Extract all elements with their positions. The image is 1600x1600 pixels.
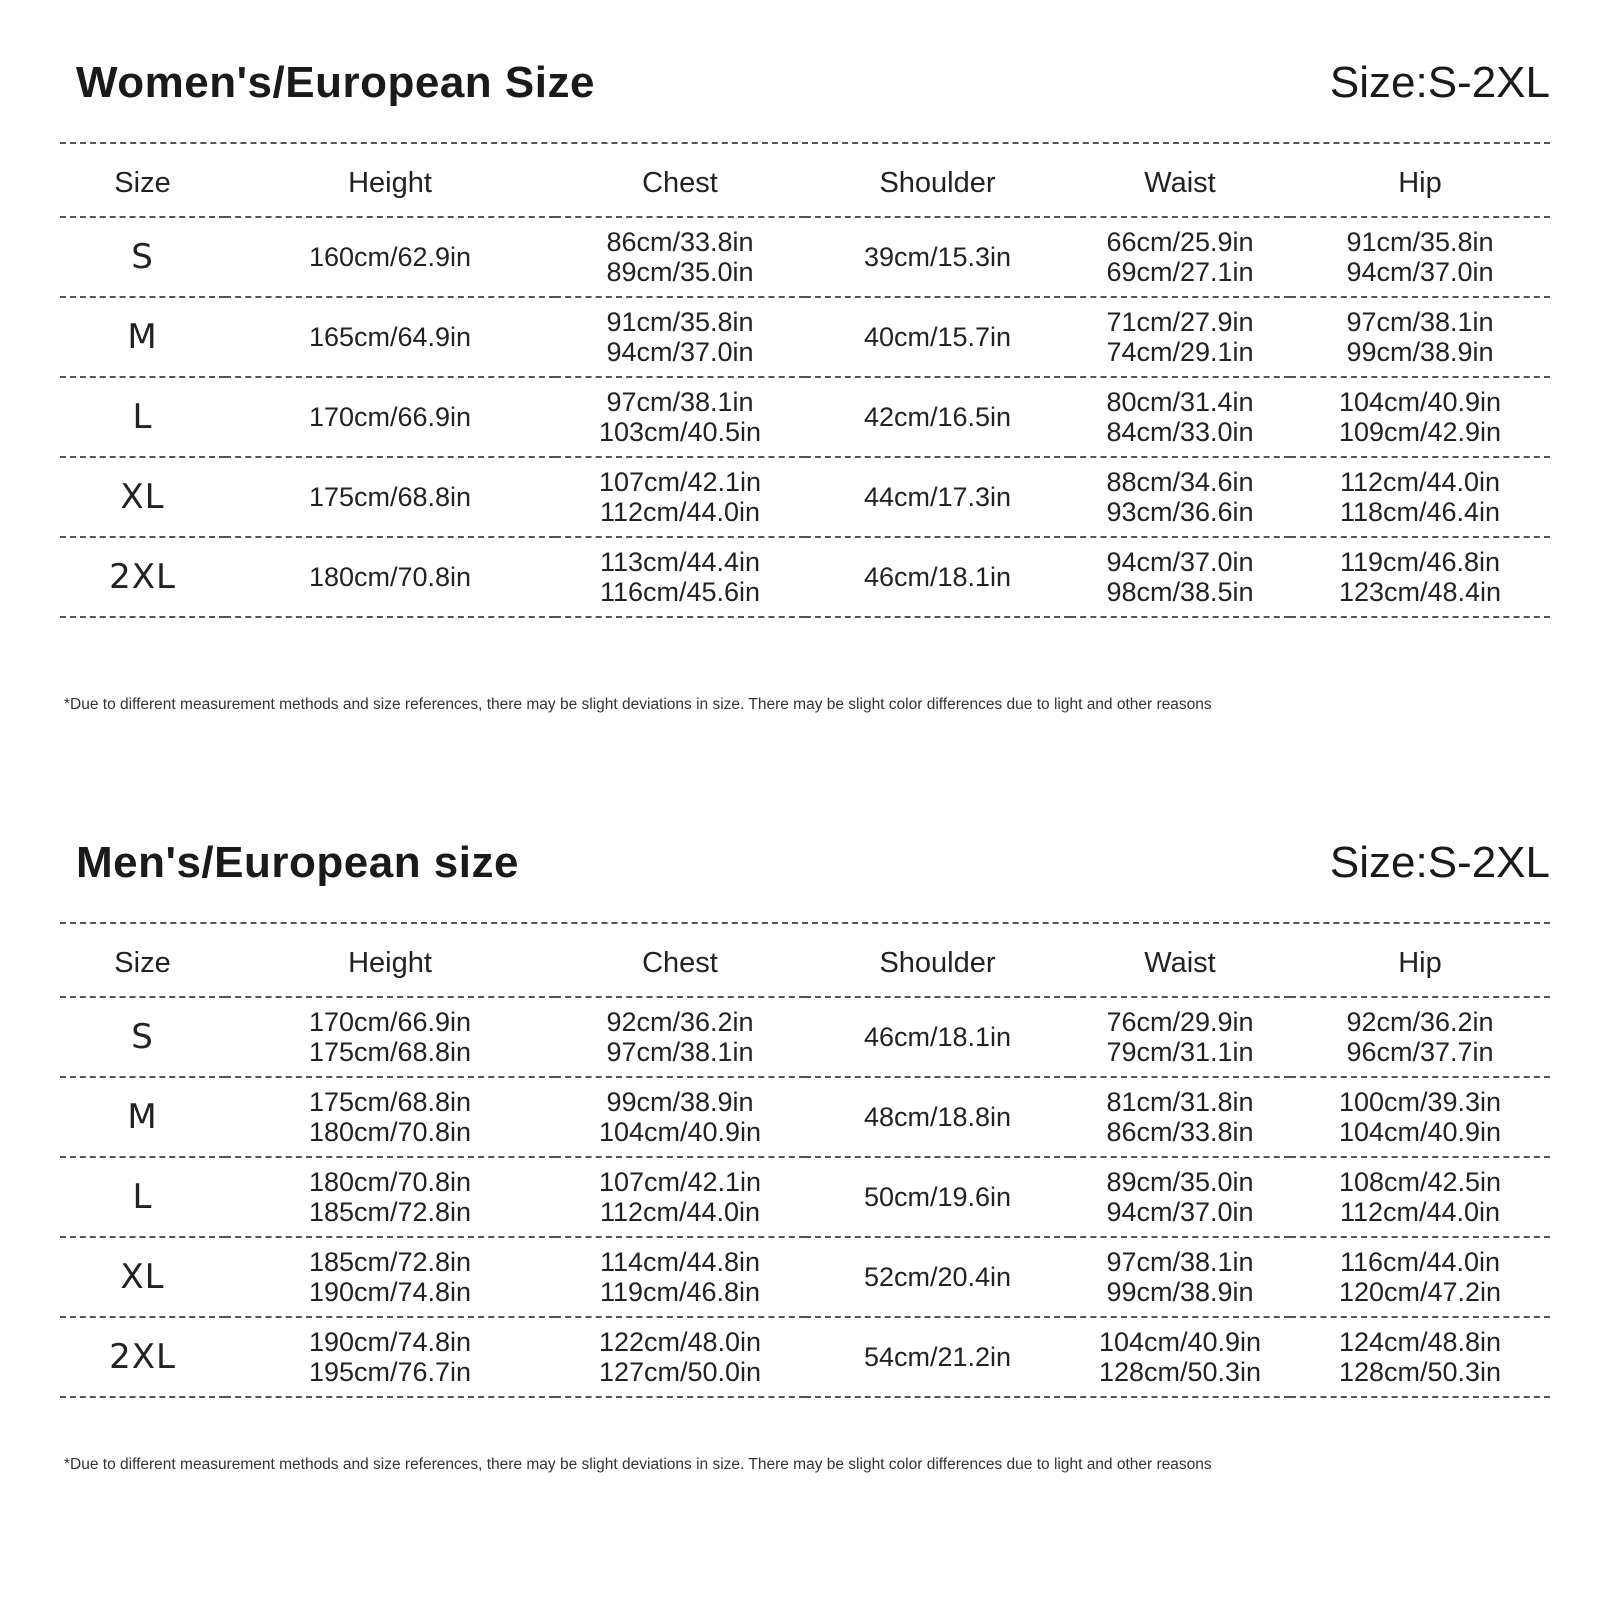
shoulder-cell xyxy=(805,1077,1070,1157)
column-header-shoulder: Shoulder xyxy=(805,930,1070,997)
waist-cell xyxy=(1070,997,1290,1077)
height-value: 180cm/70.8in xyxy=(308,1117,472,1147)
women-size-footnote: *Due to different measurement methods and size references, there may be slight deviations in size. There may be slight color differences due to light and other reasons xyxy=(64,696,1212,713)
size-cell: M xyxy=(60,1077,225,1157)
height-value: 190cm/74.8in xyxy=(308,1277,472,1307)
waist-cell xyxy=(1070,1237,1290,1317)
hip-value: 104cm/40.9in xyxy=(1338,387,1502,417)
chest-value: 103cm/40.5in xyxy=(598,417,762,447)
hip-value: 116cm/44.0in xyxy=(1339,1247,1501,1277)
size-cell: S xyxy=(60,217,225,297)
table-header-row xyxy=(60,150,1550,217)
women-size-title: Women's/European Size xyxy=(76,58,595,107)
waist-value: 94cm/37.0in xyxy=(1106,1197,1254,1227)
height-value: 195cm/76.7in xyxy=(308,1357,472,1387)
size-cell: M xyxy=(60,297,225,377)
women-size-range: Size:S-2XL xyxy=(1329,58,1550,107)
shoulder-value: 50cm/19.6in xyxy=(863,1182,1012,1212)
waist-cell xyxy=(1070,1077,1290,1157)
hip-value: 96cm/37.7in xyxy=(1346,1037,1494,1067)
waist-cell xyxy=(1070,377,1290,457)
chest-value: 94cm/37.0in xyxy=(606,337,754,367)
size-cell: 2XL xyxy=(60,1317,225,1397)
waist-value: 98cm/38.5in xyxy=(1106,577,1254,607)
height-value: 165cm/64.9in xyxy=(308,322,472,352)
hip-cell xyxy=(1290,297,1550,377)
hip-value: 108cm/42.5in xyxy=(1338,1167,1502,1197)
waist-value: 99cm/38.9in xyxy=(1106,1277,1254,1307)
shoulder-value: 46cm/18.1in xyxy=(863,562,1012,592)
waist-value: 74cm/29.1in xyxy=(1106,337,1254,367)
column-header-waist: Waist xyxy=(1070,930,1290,997)
chest-cell xyxy=(555,297,805,377)
waist-value: 94cm/37.0in xyxy=(1106,547,1254,577)
table-row xyxy=(60,1077,1550,1157)
shoulder-cell xyxy=(805,1317,1070,1397)
shoulder-value: 42cm/16.5in xyxy=(863,402,1012,432)
column-header-chest: Chest xyxy=(555,930,805,997)
height-value: 175cm/68.8in xyxy=(308,1037,472,1067)
shoulder-cell xyxy=(805,217,1070,297)
hip-value: 94cm/37.0in xyxy=(1346,257,1494,287)
chest-value: 97cm/38.1in xyxy=(606,387,754,417)
chest-cell xyxy=(555,997,805,1077)
waist-value: 69cm/27.1in xyxy=(1106,257,1254,287)
height-cell xyxy=(225,1157,555,1237)
hip-cell xyxy=(1290,537,1550,617)
chest-value: 112cm/44.0in xyxy=(599,1197,761,1227)
shoulder-value: 39cm/15.3in xyxy=(863,242,1012,272)
waist-value: 84cm/33.0in xyxy=(1106,417,1254,447)
waist-value: 97cm/38.1in xyxy=(1106,1247,1254,1277)
waist-value: 79cm/31.1in xyxy=(1106,1037,1254,1067)
waist-cell xyxy=(1070,537,1290,617)
chest-value: 97cm/38.1in xyxy=(606,1037,754,1067)
size-cell: XL xyxy=(60,457,225,537)
men-size-footnote: *Due to different measurement methods and size references, there may be slight deviations in size. There may be slight color differences due to light and other reasons xyxy=(64,1456,1212,1473)
shoulder-value: 44cm/17.3in xyxy=(863,482,1012,512)
column-header-height: Height xyxy=(225,930,555,997)
chest-cell xyxy=(555,1317,805,1397)
hip-value: 119cm/46.8in xyxy=(1339,547,1501,577)
hip-value: 123cm/48.4in xyxy=(1338,577,1502,607)
chest-value: 112cm/44.0in xyxy=(599,497,761,527)
hip-value: 100cm/39.3in xyxy=(1338,1087,1502,1117)
height-value: 180cm/70.8in xyxy=(308,1167,472,1197)
size-cell: 2XL xyxy=(60,537,225,617)
height-value: 170cm/66.9in xyxy=(308,402,472,432)
waist-cell xyxy=(1070,297,1290,377)
waist-value: 81cm/31.8in xyxy=(1106,1087,1254,1117)
height-cell xyxy=(225,1237,555,1317)
chest-value: 107cm/42.1in xyxy=(598,467,762,497)
women-top-divider xyxy=(60,142,1550,144)
height-cell xyxy=(225,297,555,377)
size-cell: XL xyxy=(60,1237,225,1317)
table-row xyxy=(60,217,1550,297)
height-cell xyxy=(225,1077,555,1157)
men-size-range: Size:S-2XL xyxy=(1329,838,1550,887)
chest-cell xyxy=(555,1157,805,1237)
shoulder-value: 54cm/21.2in xyxy=(863,1342,1012,1372)
table-row xyxy=(60,1157,1550,1237)
waist-value: 76cm/29.9in xyxy=(1106,1007,1254,1037)
shoulder-cell xyxy=(805,997,1070,1077)
shoulder-value: 46cm/18.1in xyxy=(863,1022,1012,1052)
chest-cell xyxy=(555,1077,805,1157)
waist-value: 89cm/35.0in xyxy=(1106,1167,1254,1197)
height-value: 180cm/70.8in xyxy=(308,562,472,592)
table-row xyxy=(60,457,1550,537)
waist-value: 88cm/34.6in xyxy=(1106,467,1254,497)
waist-value: 104cm/40.9in xyxy=(1098,1327,1262,1357)
chest-value: 113cm/44.4in xyxy=(599,547,761,577)
shoulder-cell xyxy=(805,457,1070,537)
table-row xyxy=(60,297,1550,377)
chest-value: 107cm/42.1in xyxy=(598,1167,762,1197)
table-row xyxy=(60,377,1550,457)
hip-value: 124cm/48.8in xyxy=(1338,1327,1502,1357)
shoulder-cell xyxy=(805,1157,1070,1237)
hip-cell xyxy=(1290,1077,1550,1157)
hip-value: 118cm/46.4in xyxy=(1339,497,1501,527)
hip-value: 109cm/42.9in xyxy=(1338,417,1502,447)
hip-value: 91cm/35.8in xyxy=(1346,227,1494,257)
height-value: 185cm/72.8in xyxy=(308,1197,472,1227)
waist-value: 93cm/36.6in xyxy=(1106,497,1254,527)
chest-cell xyxy=(555,377,805,457)
shoulder-cell xyxy=(805,1237,1070,1317)
waist-value: 66cm/25.9in xyxy=(1106,227,1254,257)
chest-value: 127cm/50.0in xyxy=(598,1357,762,1387)
waist-cell xyxy=(1070,1157,1290,1237)
hip-value: 112cm/44.0in xyxy=(1339,1197,1501,1227)
chest-cell xyxy=(555,217,805,297)
waist-cell xyxy=(1070,1317,1290,1397)
size-cell: L xyxy=(60,1157,225,1237)
chest-value: 89cm/35.0in xyxy=(606,257,754,287)
column-header-size: Size xyxy=(60,930,225,997)
waist-value: 128cm/50.3in xyxy=(1098,1357,1262,1387)
hip-value: 97cm/38.1in xyxy=(1346,307,1494,337)
chest-value: 86cm/33.8in xyxy=(606,227,754,257)
shoulder-cell xyxy=(805,297,1070,377)
hip-value: 120cm/47.2in xyxy=(1338,1277,1502,1307)
chest-cell xyxy=(555,457,805,537)
table-row xyxy=(60,1317,1550,1397)
column-header-shoulder: Shoulder xyxy=(805,150,1070,217)
height-cell xyxy=(225,1317,555,1397)
table-row xyxy=(60,997,1550,1077)
hip-cell xyxy=(1290,1157,1550,1237)
height-cell xyxy=(225,457,555,537)
hip-value: 128cm/50.3in xyxy=(1338,1357,1502,1387)
hip-value: 92cm/36.2in xyxy=(1346,1007,1494,1037)
column-header-chest: Chest xyxy=(555,150,805,217)
shoulder-value: 40cm/15.7in xyxy=(863,322,1012,352)
chest-cell xyxy=(555,537,805,617)
height-value: 175cm/68.8in xyxy=(308,1087,472,1117)
hip-cell xyxy=(1290,1237,1550,1317)
chest-cell xyxy=(555,1237,805,1317)
hip-cell xyxy=(1290,1317,1550,1397)
chest-value: 91cm/35.8in xyxy=(606,307,754,337)
height-cell xyxy=(225,537,555,617)
column-header-hip: Hip xyxy=(1290,150,1550,217)
men-top-divider xyxy=(60,922,1550,924)
waist-value: 86cm/33.8in xyxy=(1106,1117,1254,1147)
waist-cell xyxy=(1070,217,1290,297)
column-header-size: Size xyxy=(60,150,225,217)
chest-value: 119cm/46.8in xyxy=(599,1277,761,1307)
chest-value: 122cm/48.0in xyxy=(598,1327,762,1357)
size-cell: S xyxy=(60,997,225,1077)
hip-value: 99cm/38.9in xyxy=(1346,337,1494,367)
chest-value: 114cm/44.8in xyxy=(599,1247,761,1277)
hip-cell xyxy=(1290,997,1550,1077)
shoulder-value: 52cm/20.4in xyxy=(863,1262,1012,1292)
hip-value: 104cm/40.9in xyxy=(1338,1117,1502,1147)
height-cell xyxy=(225,997,555,1077)
height-value: 170cm/66.9in xyxy=(308,1007,472,1037)
height-value: 190cm/74.8in xyxy=(308,1327,472,1357)
height-value: 160cm/62.9in xyxy=(308,242,472,272)
men-size-title: Men's/European size xyxy=(76,838,519,887)
women-size-table xyxy=(60,150,1550,618)
table-row xyxy=(60,1237,1550,1317)
height-value: 185cm/72.8in xyxy=(308,1247,472,1277)
chest-value: 92cm/36.2in xyxy=(606,1007,754,1037)
chest-value: 99cm/38.9in xyxy=(606,1087,754,1117)
shoulder-cell xyxy=(805,377,1070,457)
table-header-row xyxy=(60,930,1550,997)
hip-cell xyxy=(1290,217,1550,297)
hip-cell xyxy=(1290,457,1550,537)
height-cell xyxy=(225,217,555,297)
men-size-table xyxy=(60,930,1550,1398)
chest-value: 104cm/40.9in xyxy=(598,1117,762,1147)
hip-value: 112cm/44.0in xyxy=(1339,467,1501,497)
height-value: 175cm/68.8in xyxy=(308,482,472,512)
column-header-waist: Waist xyxy=(1070,150,1290,217)
waist-value: 71cm/27.9in xyxy=(1106,307,1254,337)
hip-cell xyxy=(1290,377,1550,457)
table-row xyxy=(60,537,1550,617)
chest-value: 116cm/45.6in xyxy=(599,577,761,607)
size-cell: L xyxy=(60,377,225,457)
shoulder-value: 48cm/18.8in xyxy=(863,1102,1012,1132)
waist-value: 80cm/31.4in xyxy=(1106,387,1254,417)
height-cell xyxy=(225,377,555,457)
shoulder-cell xyxy=(805,537,1070,617)
column-header-height: Height xyxy=(225,150,555,217)
waist-cell xyxy=(1070,457,1290,537)
column-header-hip: Hip xyxy=(1290,930,1550,997)
